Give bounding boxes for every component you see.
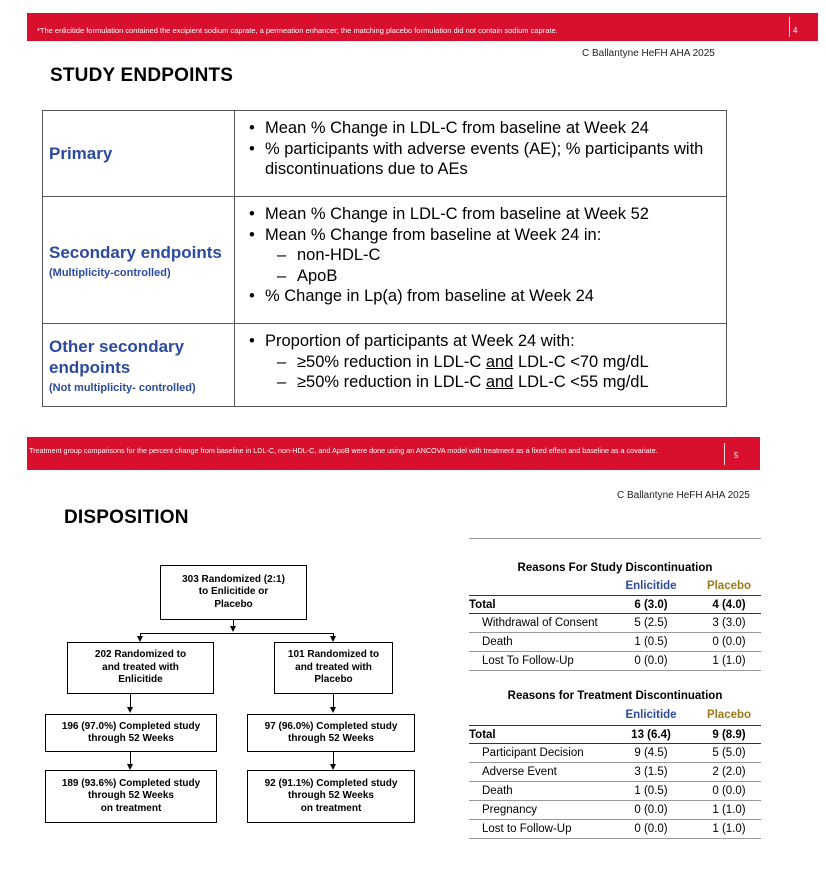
criterion-text: ≥50% reduction in LDL-C [297,352,486,371]
enlicitide-value: 3 (1.5) [634,766,668,778]
endpoint-label [43,324,235,406]
row-label: Lost to Follow-Up [482,823,572,835]
table-row [469,744,761,763]
footnote-text: *The enlicitide formulation contained the excipient sodium caprate, a permeation enhancer; the matching placebo formulation did not contain sodium caprate. [37,26,558,35]
page-number: 4 [793,26,798,35]
endpoint-bullet: • Mean % Change from baseline at Week 24 in: [247,225,714,246]
treatment-discontinuation-table [469,688,761,839]
table-row [469,782,761,801]
placebo-value: 1 (1.0) [712,823,746,835]
endpoint-title: Other secondary endpoints [49,337,185,377]
banner-divider [789,17,790,37]
placebo-value: 1 (1.0) [712,804,746,816]
enlicitide-value: 13 (6.4) [631,729,671,741]
enlicitide-on-treatment-box: 189 (93.6%) Completed study through 52 Weeks on treatment [45,770,217,823]
table-row [469,763,761,782]
footnote-banner-slide-5 [27,437,760,470]
enlicitide-completed-box: 196 (97.0%) Completed study through 52 Weeks [45,714,217,752]
enlicitide-value: 6 (3.0) [634,599,668,611]
footnote-text: Treatment group comparisons for the percent change from baseline in LDL-C, non-HDL-C, and ApoB were done using an ANCOVA model with treatment as a fixed effect and baseline as a covariate. [29,446,658,455]
enlicitide-value: 0 (0.0) [634,804,668,816]
column-header-placebo: Placebo [706,709,752,721]
presenter-credit: C Ballantyne HeFH AHA 2025 [582,48,715,59]
endpoint-sub-item: – non-HDL-C [247,245,714,266]
presenter-credit: C Ballantyne HeFH AHA 2025 [617,490,750,501]
table-row [469,820,761,839]
row-label: Death [482,636,513,648]
placebo-value: 3 (3.0) [712,617,746,629]
row-label: Total [469,729,496,741]
endpoint-row-primary [43,111,726,197]
enlicitide-randomized-box: 202 Randomized to and treated with Enlicitide [67,642,214,694]
placebo-value: 4 (4.0) [712,599,746,611]
endpoint-sub-item [247,352,714,373]
endpoint-bullet: • Mean % Change in LDL-C from baseline at Week 52 [247,204,714,225]
endpoint-row-secondary [43,197,726,324]
table-total-row [469,595,761,614]
criterion-text: LDL-C <55 mg/dL [513,373,649,391]
table-header-row [469,705,761,725]
endpoint-details [235,111,726,196]
connector-line [333,694,334,708]
criterion-conjunction: and [485,373,514,391]
enlicitide-value: 5 (2.5) [634,617,668,629]
footnote-banner-slide-4 [27,13,818,41]
placebo-value: 5 (5.0) [712,747,746,759]
table-row [469,633,761,652]
endpoint-sub-item [247,372,714,393]
header-spacer [469,705,605,725]
enlicitide-value: 0 (0.0) [634,823,668,835]
arrow-head [127,707,133,713]
placebo-value: 2 (2.0) [712,766,746,778]
enlicitide-value: 1 (0.5) [634,636,668,648]
slide-title: DISPOSITION [64,507,189,528]
criterion-text: ≥50% reduction in LDL-C [297,373,486,391]
enlicitide-value: 0 (0.0) [634,655,668,667]
endpoint-subtitle: (Not multiplicity- controlled) [49,382,196,394]
row-label: Total [469,599,496,611]
row-label: Adverse Event [482,766,557,778]
table-title: Reasons for Treatment Discontinuation [507,690,723,702]
header-spacer [469,577,605,595]
endpoint-bullet: • % participants with adverse events (AE); % participants with discontinuations due to AEs [247,139,714,180]
endpoint-row-other-secondary [43,324,726,406]
row-label: Death [482,785,513,797]
endpoint-sub-item: – ApoB [247,266,714,287]
endpoint-subtitle: (Multiplicity-controlled) [49,266,171,279]
placebo-value: 1 (1.0) [712,655,746,667]
table-total-row [469,725,761,744]
placebo-value: 0 (0.0) [712,785,746,797]
placebo-on-treatment-box: 92 (91.1%) Completed study through 52 Weeks on treatment [247,770,415,823]
arrow-head [330,707,336,713]
banner-divider [724,443,725,465]
endpoint-label [43,111,235,196]
table-title: Reasons For Study Discontinuation [517,562,713,574]
table-row [469,614,761,633]
enlicitide-value: 9 (4.5) [634,747,668,759]
arrow-head [230,626,236,632]
enlicitide-value: 1 (0.5) [634,785,668,797]
criterion-conjunction: and [485,352,514,371]
placebo-value: 0 (0.0) [712,636,746,648]
endpoint-title: Secondary endpoints [49,242,222,262]
placebo-randomized-box: 101 Randomized to and treated with Placebo [274,642,393,694]
table-header-row [469,577,761,595]
study-discontinuation-table [469,538,761,671]
column-header-enlicitide: Enlicitide [625,580,677,592]
criterion-text: LDL-C <70 mg/dL [513,352,649,371]
connector-line [130,694,131,708]
endpoint-details [235,197,726,323]
endpoint-title: Primary [49,144,113,163]
column-header-placebo: Placebo [706,580,752,592]
endpoint-label [43,197,235,323]
column-header-enlicitide: Enlicitide [625,709,677,721]
endpoint-bullet: • % Change in Lp(a) from baseline at Week 24 [247,286,714,307]
row-label: Pregnancy [482,804,537,816]
endpoint-bullet: • Proportion of participants at Week 24 with: [247,331,714,352]
connector-line [140,633,334,634]
table-row [469,801,761,820]
row-label: Withdrawal of Consent [482,617,598,629]
placebo-value: 9 (8.9) [712,729,746,741]
placebo-completed-box: 97 (96.0%) Completed study through 52 Weeks [247,714,415,752]
endpoint-bullet: • Mean % Change in LDL-C from baseline at Week 24 [247,118,714,139]
slide-title: STUDY ENDPOINTS [50,65,234,86]
page-number: 5 [734,451,739,460]
row-label: Participant Decision [482,747,584,759]
endpoint-details [235,324,726,406]
randomized-box: 303 Randomized (2:1) to Enlicitide or Placebo [160,565,307,620]
endpoints-table [42,110,727,407]
row-label: Lost To Follow-Up [482,655,574,667]
table-row [469,652,761,671]
